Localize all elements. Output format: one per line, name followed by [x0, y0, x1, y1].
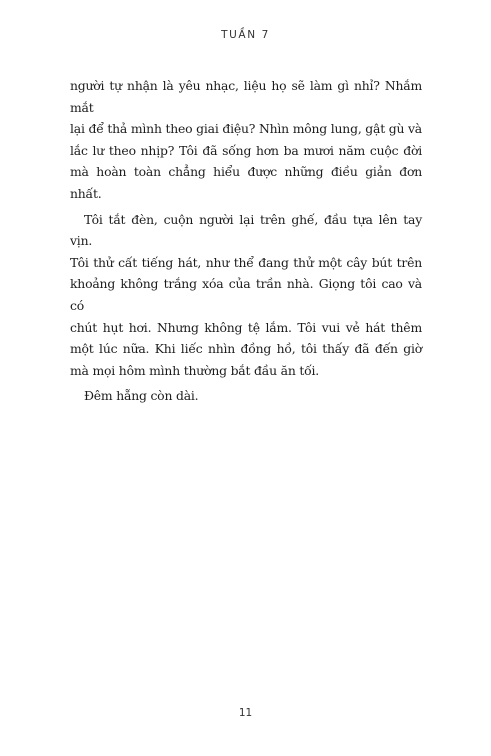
- paragraph-line: mà mọi hôm mình thường bắt đầu ăn tối.: [70, 362, 320, 378]
- paragraph-line: khoảng không trắng xóa của trần nhà. Giọng tôi cao và có: [70, 276, 422, 313]
- running-header: TUẦN 7: [221, 29, 270, 41]
- paragraph-line: một lúc nữa. Khi liếc nhìn đồng hồ, tôi thấy đã đến giờ: [70, 341, 422, 357]
- paragraph-line: mà hoàn toàn chẳng hiểu được những điều giản đơn nhất.: [70, 164, 422, 201]
- paragraph-line: Đêm hẵng còn dài.: [84, 388, 199, 404]
- paragraph-line: người tự nhận là yêu nhạc, liệu họ sẽ làm gì nhỉ? Nhắm mắt: [70, 78, 422, 115]
- paragraph-line: lắc lư theo nhịp? Tôi đã sống hơn ba mươi năm cuộc đời: [70, 142, 422, 158]
- page-number: 11: [238, 707, 253, 719]
- paragraph-line: Tôi thử cất tiếng hát, như thể đang thử một cây bút trên: [70, 254, 422, 270]
- paragraph-line: Tôi tắt đèn, cuộn người lại trên ghế, đầu tựa lên tay vịn.: [70, 211, 422, 249]
- paragraph-line: chút hụt hơi. Nhưng không tệ lắm. Tôi vui vẻ hát thêm: [70, 319, 422, 335]
- paragraph-line: lại để thả mình theo giai điệu? Nhìn mông lung, gật gù và: [70, 121, 422, 137]
- body-text: [70, 75, 422, 407]
